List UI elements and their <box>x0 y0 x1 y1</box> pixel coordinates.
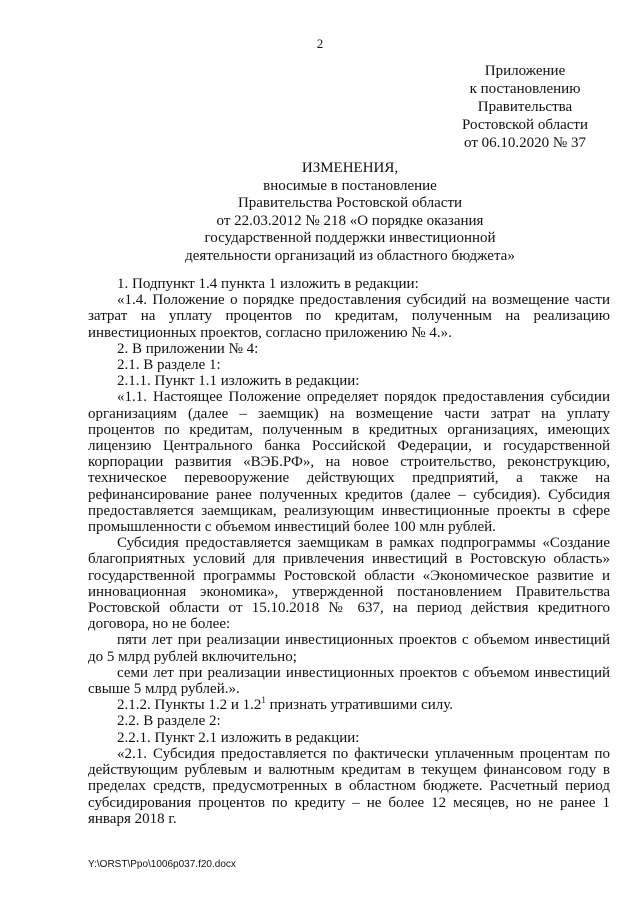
page-number: 2 <box>316 36 324 51</box>
paragraph: Субсидия предоставляется заемщикам в рамках подпрограммы «Создание благоприятных условий для привлечения инвестиций в Ростовскую область» государственной программы Ростовской области «Экономическое развитие и инновационная экономика», утвержденной постановлением Правительства Ростовской области от 15.10.2018 № 637, на период действия кредитного договора, но не более: <box>88 535 610 633</box>
paragraph: «2.1. Субсидия предоставляется по фактически уплаченным процентам по действующим рублевым и валютным кредитам в текущем финансовом году в пределах средств, предусмотренных в областном бюджете. Расчетный период субсидирования процентов по кредиту – не более 12 месяцев, но не ранее 1 января 2018 г. <box>88 745 610 827</box>
paragraph: 2.1. В разделе 1: <box>117 357 221 374</box>
superscript: 1 <box>261 695 266 706</box>
paragraph: «1.1. Настоящее Положение определяет порядок предоставления субсидии организациям (далее – заемщик) на возмещение части затрат на уплату процентов по кредитам, полученным в кредитных организациях, имеющих лицензию Центрального банка Российской Федерации, и государственной корпорации развития «ВЭБ.РФ», на новое строительство, реконструкцию, техническое перевооружение действующих предприятий, а также на рефинансирование ранее полученных кредитов (далее – субсидия). Субсидия предоставляется заемщикам, реализующим инвестиционные проекты в сфере промышленности с объемом инвестиций более 100 млн рублей. <box>88 389 610 536</box>
appendix-line: Ростовской области <box>462 117 588 133</box>
appendix-line: Приложение <box>484 63 566 79</box>
paragraph: семи лет при реализации инвестиционных проектов с объемом инвестиций свыше 5 млрд рублей.». <box>88 664 610 698</box>
appendix-block <box>440 62 610 152</box>
document-title: ИЗМЕНЕНИЯ, <box>301 160 399 176</box>
heading-line: деятельности организаций из областного бюджета» <box>185 247 515 264</box>
paragraph <box>88 697 610 713</box>
paragraph: 2.2.1. Пункт 2.1 изложить в редакции: <box>117 729 360 746</box>
paragraph: 2.1.1. Пункт 1.1 изложить в редакции: <box>117 373 360 390</box>
document-body <box>88 276 610 827</box>
heading-line: государственной поддержки инвестиционной <box>204 230 496 246</box>
paragraph: 2. В приложении № 4: <box>117 340 259 357</box>
heading-line: Правительства Ростовской области <box>237 195 463 211</box>
appendix-line: к постановлению <box>469 81 581 97</box>
heading-line: вносимые в постановление <box>263 177 437 194</box>
heading-line: от 22.03.2012 № 218 «О порядке оказания <box>216 212 484 229</box>
paragraph: «1.4. Положение о порядке предоставления субсидий на возмещение части затрат на уплату процентов по кредитам, полученным на реализацию инвестиционных проектов, согласно приложению № 4.». <box>88 292 610 341</box>
paragraph: 2.2. В разделе 2: <box>117 713 221 730</box>
file-path-footer: Y:\ORST\Ppo\1006p037.f20.docx <box>88 859 236 870</box>
appendix-line: Правительства <box>477 99 573 115</box>
paragraph-text: 2.1.2. Пункты 1.2 и 1.2 <box>117 697 262 714</box>
paragraph: 1. Подпункт 1.4 пункта 1 изложить в редакции: <box>117 276 419 292</box>
document-heading <box>160 160 540 265</box>
paragraph: пяти лет при реализации инвестиционных проектов с объемом инвестиций до 5 млрд рублей включительно; <box>88 632 610 665</box>
paragraph-text: признать утратившими силу. <box>265 697 453 714</box>
appendix-line: от 06.10.2020 № 37 <box>464 135 586 151</box>
